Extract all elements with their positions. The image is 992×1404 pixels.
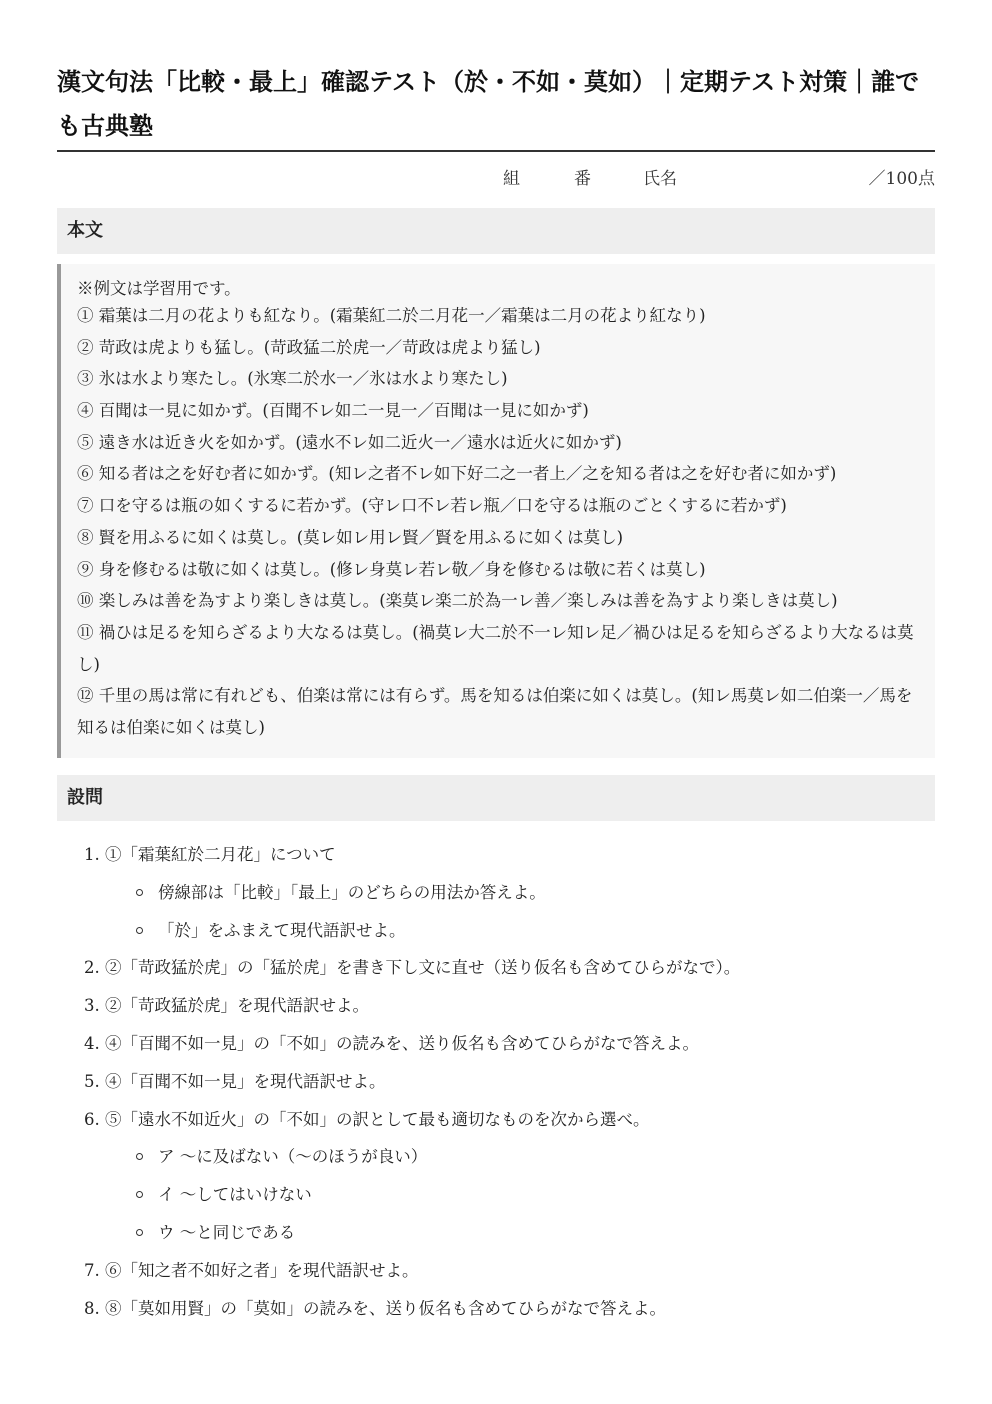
example-sentence: ⑩ 楽しみは善を為すより楽しきは莫し。(楽莫レ楽二於為一レ善／楽しみは善を為すより楽しきは莫し): [77, 591, 838, 611]
question-text: ①「霜葉紅於二月花」について: [105, 845, 336, 864]
example-sentence: ⑪ 禍ひは足るを知らざるより大なるは莫し。(禍莫レ大二於不一レ知レ足／禍ひは足るを知らざるより大なるは莫し): [77, 622, 914, 674]
section-heading-honbun: 本文: [57, 208, 935, 254]
score-label: ／100点: [868, 169, 935, 189]
sub-question-text: 傍線部は「比較」「最上」のどちらの用法か答えよ。: [158, 882, 546, 902]
choice-text: ア 〜に及ばない（〜のほうが良い）: [158, 1147, 428, 1167]
name-label: 氏名: [643, 169, 677, 189]
sub-question: [84, 912, 740, 950]
example-sentence: ① 霜葉は二月の花よりも紅なり。(霜葉紅二於二月花一／霜葉は二月の花より紅なり): [77, 306, 706, 325]
example-sentence: ④ 百聞は一見に如かず。(百聞不レ如二一見一／百聞は一見に如かず): [77, 401, 589, 421]
question-text: ⑧「莫如用賢」の「莫如」の読みを、送り仮名も含めてひらがなで答えよ。: [105, 1298, 666, 1318]
question-item: [84, 949, 740, 987]
bullet-icon: [136, 1229, 143, 1236]
honbun-note: ※例文は学習用です。: [77, 279, 241, 298]
question-text: ②「苛政猛於虎」を現代語訳せよ。: [105, 996, 369, 1016]
number-label: 番: [574, 169, 591, 189]
question-number: 2.: [84, 958, 100, 978]
bullet-icon: [136, 927, 143, 934]
choice-text: イ 〜してはいけない: [158, 1185, 312, 1205]
example-sentence: ⑤ 遠き水は近き火を如かず。(遠水不レ如二近火一／遠水は近火に如かず): [77, 432, 622, 452]
question-number: 6.: [84, 1109, 100, 1129]
example-sentence: ③ 氷は水より寒たし。(氷寒二於水一／氷は水より寒たし): [77, 369, 508, 389]
page-title: 漢文句法「比較・最上」確認テスト（於・不如・莫如）｜定期テスト対策｜誰でも古典塾: [57, 67, 920, 140]
choice-item: [84, 1176, 740, 1214]
title-divider: [57, 150, 935, 152]
choice-item: [84, 1214, 740, 1252]
question-item: [84, 1063, 740, 1101]
question-list: [84, 836, 740, 1327]
question-number: 8.: [84, 1298, 100, 1318]
question-text: ④「百聞不如一見」を現代語訳せよ。: [105, 1071, 386, 1091]
question-text: ②「苛政猛於虎」の「猛於虎」を書き下し文に直せ（送り仮名も含めてひらがなで）。: [105, 958, 741, 978]
sub-question: [84, 874, 740, 912]
question-text: ⑥「知之者不如好之者」を現代語訳せよ。: [105, 1260, 419, 1280]
honbun-box: [57, 264, 935, 758]
choice-item: [84, 1138, 740, 1176]
bullet-icon: [136, 889, 143, 896]
question-number: 5.: [84, 1071, 100, 1091]
question-number: 3.: [84, 996, 100, 1016]
question-item: [84, 836, 740, 949]
example-sentence: ⑦ 口を守るは瓶の如くするに若かず。(守レ口不レ若レ瓶／口を守るは瓶のごとくするに若かず): [77, 496, 787, 516]
question-item: [84, 1252, 740, 1290]
example-sentence: ② 苛政は虎よりも猛し。(苛政猛二於虎一／苛政は虎より猛し): [77, 337, 541, 357]
question-number: 4.: [84, 1033, 100, 1053]
example-sentence: ⑨ 身を修むるは敬に如くは莫し。(修レ身莫レ若レ敬／身を修むるは敬に若くは莫し): [77, 559, 706, 579]
choice-list: [84, 1138, 740, 1251]
question-text: ⑤「遠水不如近火」の「不如」の訳として最も適切なものを次から選べ。: [105, 1109, 650, 1129]
question-item: [84, 987, 740, 1025]
example-sentence: ⑧ 賢を用ふるに如くは莫し。(莫レ如レ用レ賢／賢を用ふるに如くは莫し): [77, 527, 624, 547]
class-label: 組: [503, 169, 520, 189]
bullet-icon: [136, 1153, 143, 1160]
sub-question-list: [84, 874, 740, 950]
choice-text: ウ 〜と同じである: [158, 1222, 296, 1242]
question-item: [84, 1290, 740, 1328]
question-item: [84, 1025, 740, 1063]
question-number: 1.: [84, 845, 100, 864]
question-text: ④「百聞不如一見」の「不如」の読みを、送り仮名も含めてひらがなで答えよ。: [105, 1033, 699, 1053]
example-sentence: ⑥ 知る者は之を好む者に如かず。(知レ之者不レ如下好二之一者上／之を知る者は之を好む者に如かず): [77, 464, 837, 484]
bullet-icon: [136, 1191, 143, 1198]
question-item: [84, 1101, 740, 1252]
section-heading-questions: 設問: [57, 775, 935, 821]
sub-question-text: 「於」をふまえて現代語訳せよ。: [158, 920, 406, 940]
question-number: 7.: [84, 1260, 100, 1280]
example-sentence: ⑫ 千里の馬は常に有れども、伯楽は常には有らず。馬を知るは伯楽に如くは莫し。(知レ馬莫レ如二伯楽一／馬を知るは伯楽に如くは莫し): [77, 686, 913, 737]
